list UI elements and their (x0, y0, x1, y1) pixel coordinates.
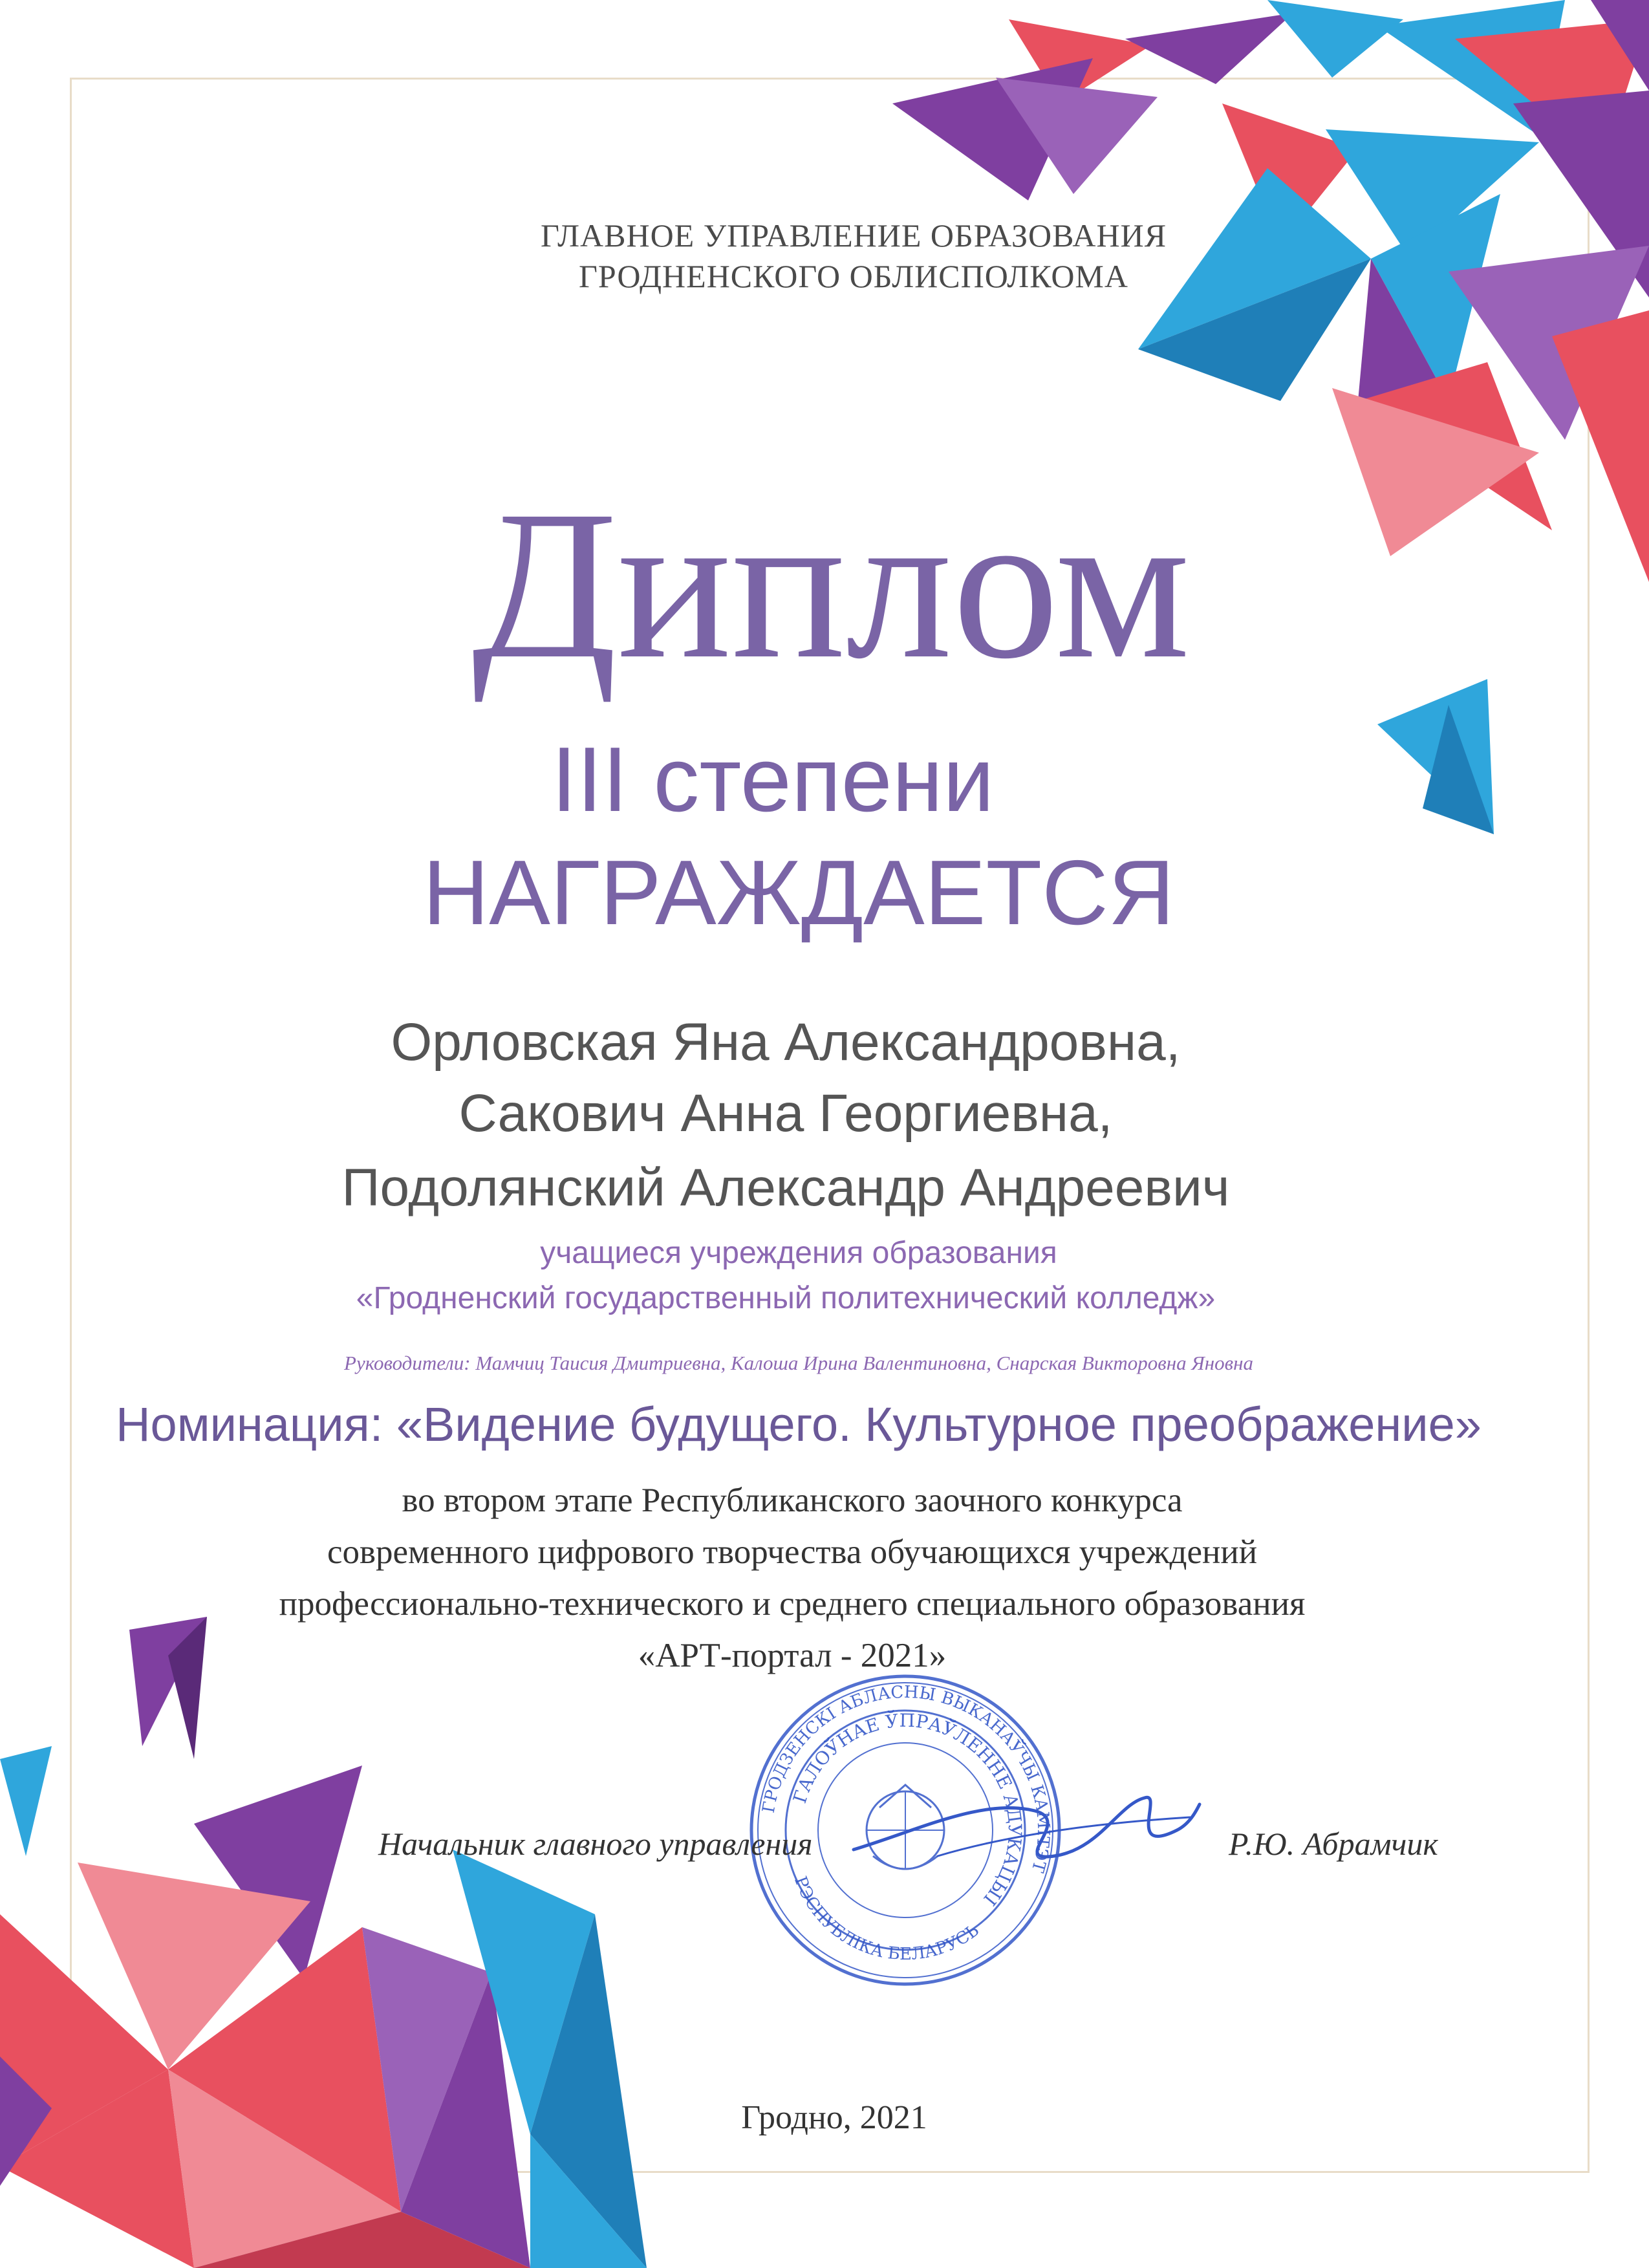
institution-name: «Гродненский государственный политехнический колледж» (356, 1281, 1216, 1315)
mentors-line: Руководители: Мамчиц Таисия Дмитриевна, Калоша Ирина Валентиновна, Снарская Викторовна Яновна (344, 1352, 1253, 1374)
diploma-title: Диплом (471, 467, 1191, 703)
description-line: современного цифрового творчества обучающихся учреждений (327, 1533, 1258, 1571)
org-line-2: ГРОДНЕНСКОГО ОБЛИСПОЛКОМА (579, 258, 1128, 294)
triangle-bottom-16 (0, 1746, 52, 1856)
description-line: во втором этапе Республиканского заочного конкурса (402, 1482, 1183, 1519)
recipient-name: Подолянский Александр Андреевич (341, 1158, 1230, 1217)
seal-inner-text: ГАЛОЎНАЕ ЎПРАЎЛЕННЕ АДУКАЦЫI (788, 1709, 1026, 1910)
signature (841, 1759, 1203, 1888)
triangle-top-2 (1125, 13, 1293, 84)
signatory-name: Р.Ю. Абрамчик (1229, 1826, 1438, 1862)
seal-bottom-text: РЭСПУБЛIКА БЕЛАРУСЬ (790, 1874, 983, 1965)
org-line-1: ГЛАВНОЕ УПРАВЛЕНИЕ ОБРАЗОВАНИЯ (540, 217, 1167, 254)
diploma-degree: III степени (551, 728, 995, 831)
awarded-heading: НАГРАЖДАЕТСЯ (422, 841, 1175, 944)
place-date: Гродно, 2021 (741, 2099, 927, 2136)
nomination-line: Номинация: «Видение будущего. Культурное преображение» (116, 1398, 1482, 1451)
recipient-role: учащиеся учреждения образования (540, 1236, 1057, 1270)
description-line: профессионально-технического и среднего специального образования (279, 1585, 1306, 1623)
seal-outer-text: ГРОДЗЕНСКI АБЛАСНЫ ВЫКАНАЎЧЫ КАМIТЭТ (759, 1682, 1053, 1875)
recipient-name: Сакович Анна Георгиевна, (458, 1084, 1113, 1143)
triangle-top-3 (1267, 0, 1403, 78)
contest-name: «АРТ-портал - 2021» (638, 1637, 947, 1674)
recipient-name: Орловская Яна Александровна, (391, 1013, 1181, 1072)
signatory-position: Начальник главного управления (378, 1826, 813, 1862)
